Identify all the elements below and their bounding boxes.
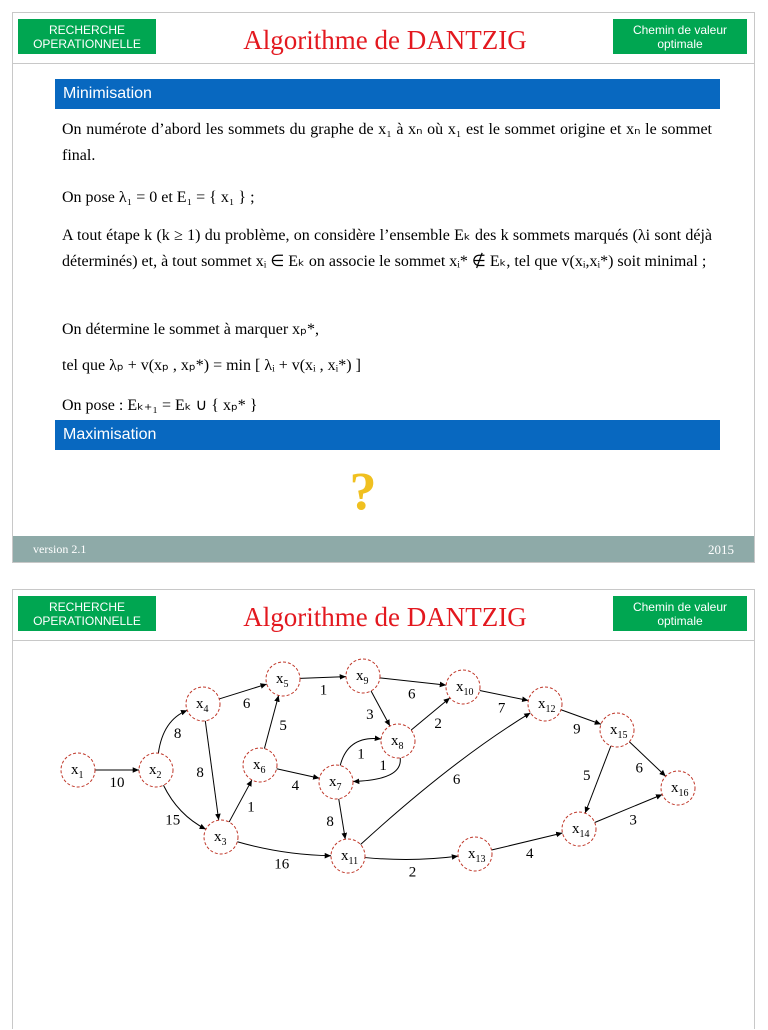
- paragraph-update: On pose : Eₖ₊₁ = Eₖ ∪ { xₚ* }: [62, 397, 258, 414]
- paragraph-step: A tout étape k (k ≥ 1) du problème, on considère l’ensemble Eₖ des k sommets marqués (λi sont déjà déterminés) et, à tout sommet xᵢ ∈ Eₖ on associe le sommet xᵢ* ∉ Eₖ, tel que v(xᵢ,xᵢ*) soit minimal ;: [62, 227, 712, 270]
- edge-weight-x7-x11: 8: [326, 813, 334, 830]
- topic-badge: Chemin de valeur optimale: [613, 596, 747, 631]
- course-badge: RECHERCHE OPERATIONNELLE: [18, 596, 156, 631]
- node-label: $x_{16}$: [671, 780, 689, 799]
- node-label: $x_3$: [214, 829, 227, 848]
- header-divider: [13, 63, 754, 64]
- slide-graph: [12, 589, 755, 1029]
- node-label: $x_9$: [356, 668, 369, 687]
- dantzig-graph: [13, 590, 754, 1030]
- node-label: $x_{12}$: [538, 696, 556, 715]
- node-label: $x_{13}$: [468, 846, 486, 865]
- edge-weight-x9-x8: 3: [366, 707, 374, 724]
- edge-weight-x13-x14: 4: [526, 846, 534, 863]
- edges-layer: [95, 677, 666, 881]
- slide-title: Algorithme de DANTZIG: [243, 602, 527, 632]
- node-x12: [528, 687, 562, 721]
- section-maximisation: Maximisation: [55, 420, 720, 450]
- edge-x6-x7: [277, 769, 320, 779]
- edge-weight-x2-x4: 8: [173, 725, 182, 742]
- edge-weight-x11-x13: 2: [408, 864, 417, 881]
- paragraph-determine: On détermine le sommet à marquer xₚ*,: [62, 321, 319, 338]
- edge-x4-x3: [205, 721, 218, 820]
- slide-minimisation: [12, 12, 755, 563]
- edge-weight-x1-x2: 10: [109, 775, 125, 791]
- section-minimisation: Minimisation: [55, 79, 720, 109]
- node-label: $x_{14}$: [572, 821, 590, 840]
- edge-x10-x12: [480, 690, 529, 700]
- footer-version: version 2.1: [33, 542, 87, 556]
- edge-x3-x11: [237, 842, 331, 856]
- edge-weight-x7-x8: 1: [357, 746, 365, 763]
- node-x8: [381, 724, 415, 758]
- edge-weight-x2-x3: 15: [165, 812, 181, 829]
- node-label: $x_{11}$: [341, 848, 359, 867]
- node-label: $x_4$: [196, 696, 209, 715]
- edge-x9-x10: [380, 678, 446, 685]
- node-x14: [562, 812, 596, 846]
- paragraph-formula: tel que λₚ + v(xₚ , xₚ*) = min [ λᵢ + v(xᵢ , xᵢ*) ]: [62, 357, 361, 374]
- paragraph-numbering: On numérote d’abord les sommets du graphe de x₁ à xₙ où x₁ est le sommet origine et xₙ le sommet final.: [62, 121, 712, 164]
- node-x5: [266, 662, 300, 696]
- node-x2: [139, 753, 173, 787]
- node-label: $x_{10}$: [456, 679, 474, 698]
- node-x11: [331, 839, 365, 873]
- edge-x7-x11: [339, 799, 346, 839]
- node-label: $x_6$: [253, 757, 266, 776]
- edge-weight-x12-x15: 9: [573, 721, 581, 738]
- node-x4: [186, 687, 220, 721]
- edge-weight-x9-x10: 6: [407, 686, 416, 703]
- edge-weight-x11-x12: 6: [452, 771, 461, 788]
- node-x3: [204, 820, 238, 854]
- edge-x9-x8: [371, 691, 390, 726]
- edge-x12-x15: [561, 710, 601, 724]
- edge-weight-x6-x7: 4: [291, 778, 300, 795]
- slide-title: Algorithme de DANTZIG: [243, 25, 527, 55]
- paragraph-init: On pose λ₁ = 0 et E₁ = { x₁ } ;: [62, 189, 255, 206]
- node-label: $x_8$: [391, 733, 404, 752]
- edge-x2-x4: [158, 710, 187, 753]
- node-x7: [319, 765, 353, 799]
- footer-year: 2015: [708, 542, 734, 557]
- edge-weight-x3-x6: 1: [247, 799, 255, 816]
- question-mark: ?: [349, 461, 377, 521]
- edge-weight-x10-x12: 7: [497, 700, 506, 717]
- edge-weight-x5-x9: 1: [319, 682, 328, 699]
- edge-weight-x8-x10: 2: [434, 716, 442, 733]
- node-x6: [243, 748, 277, 782]
- node-x9: [346, 659, 380, 693]
- node-x1: [61, 753, 95, 787]
- edge-weight-x14-x16: 3: [629, 812, 637, 829]
- edge-weight-x4-x3: 8: [196, 765, 204, 782]
- edge-x6-x5: [264, 695, 278, 748]
- node-x15: [600, 713, 634, 747]
- edge-weight-x4-x5: 6: [242, 695, 251, 712]
- slide-footer: [13, 536, 754, 562]
- node-x13: [458, 837, 492, 871]
- edge-x5-x9: [300, 677, 346, 679]
- node-x10: [446, 670, 480, 704]
- edge-weight-x15-x16: 6: [635, 760, 643, 777]
- edge-weight-x15-x14: 5: [583, 768, 591, 785]
- node-label: $x_7$: [329, 774, 342, 793]
- edge-weight-x8-x7: 1: [379, 757, 387, 774]
- node-label: $x_2$: [149, 762, 162, 781]
- topic-badge: Chemin de valeur optimale: [613, 19, 747, 54]
- course-badge: RECHERCHE OPERATIONNELLE: [18, 19, 156, 54]
- edge-x8-x10: [411, 698, 450, 733]
- edge-weight-x3-x11: 16: [274, 856, 290, 873]
- node-label: $x_5$: [276, 671, 289, 690]
- node-label: $x_1$: [71, 762, 84, 781]
- node-x16: [661, 771, 695, 805]
- edge-weight-x6-x5: 5: [279, 718, 287, 735]
- node-label: $x_{15}$: [610, 722, 628, 741]
- nodes-layer: [61, 659, 695, 873]
- edge-x11-x13: [365, 856, 458, 859]
